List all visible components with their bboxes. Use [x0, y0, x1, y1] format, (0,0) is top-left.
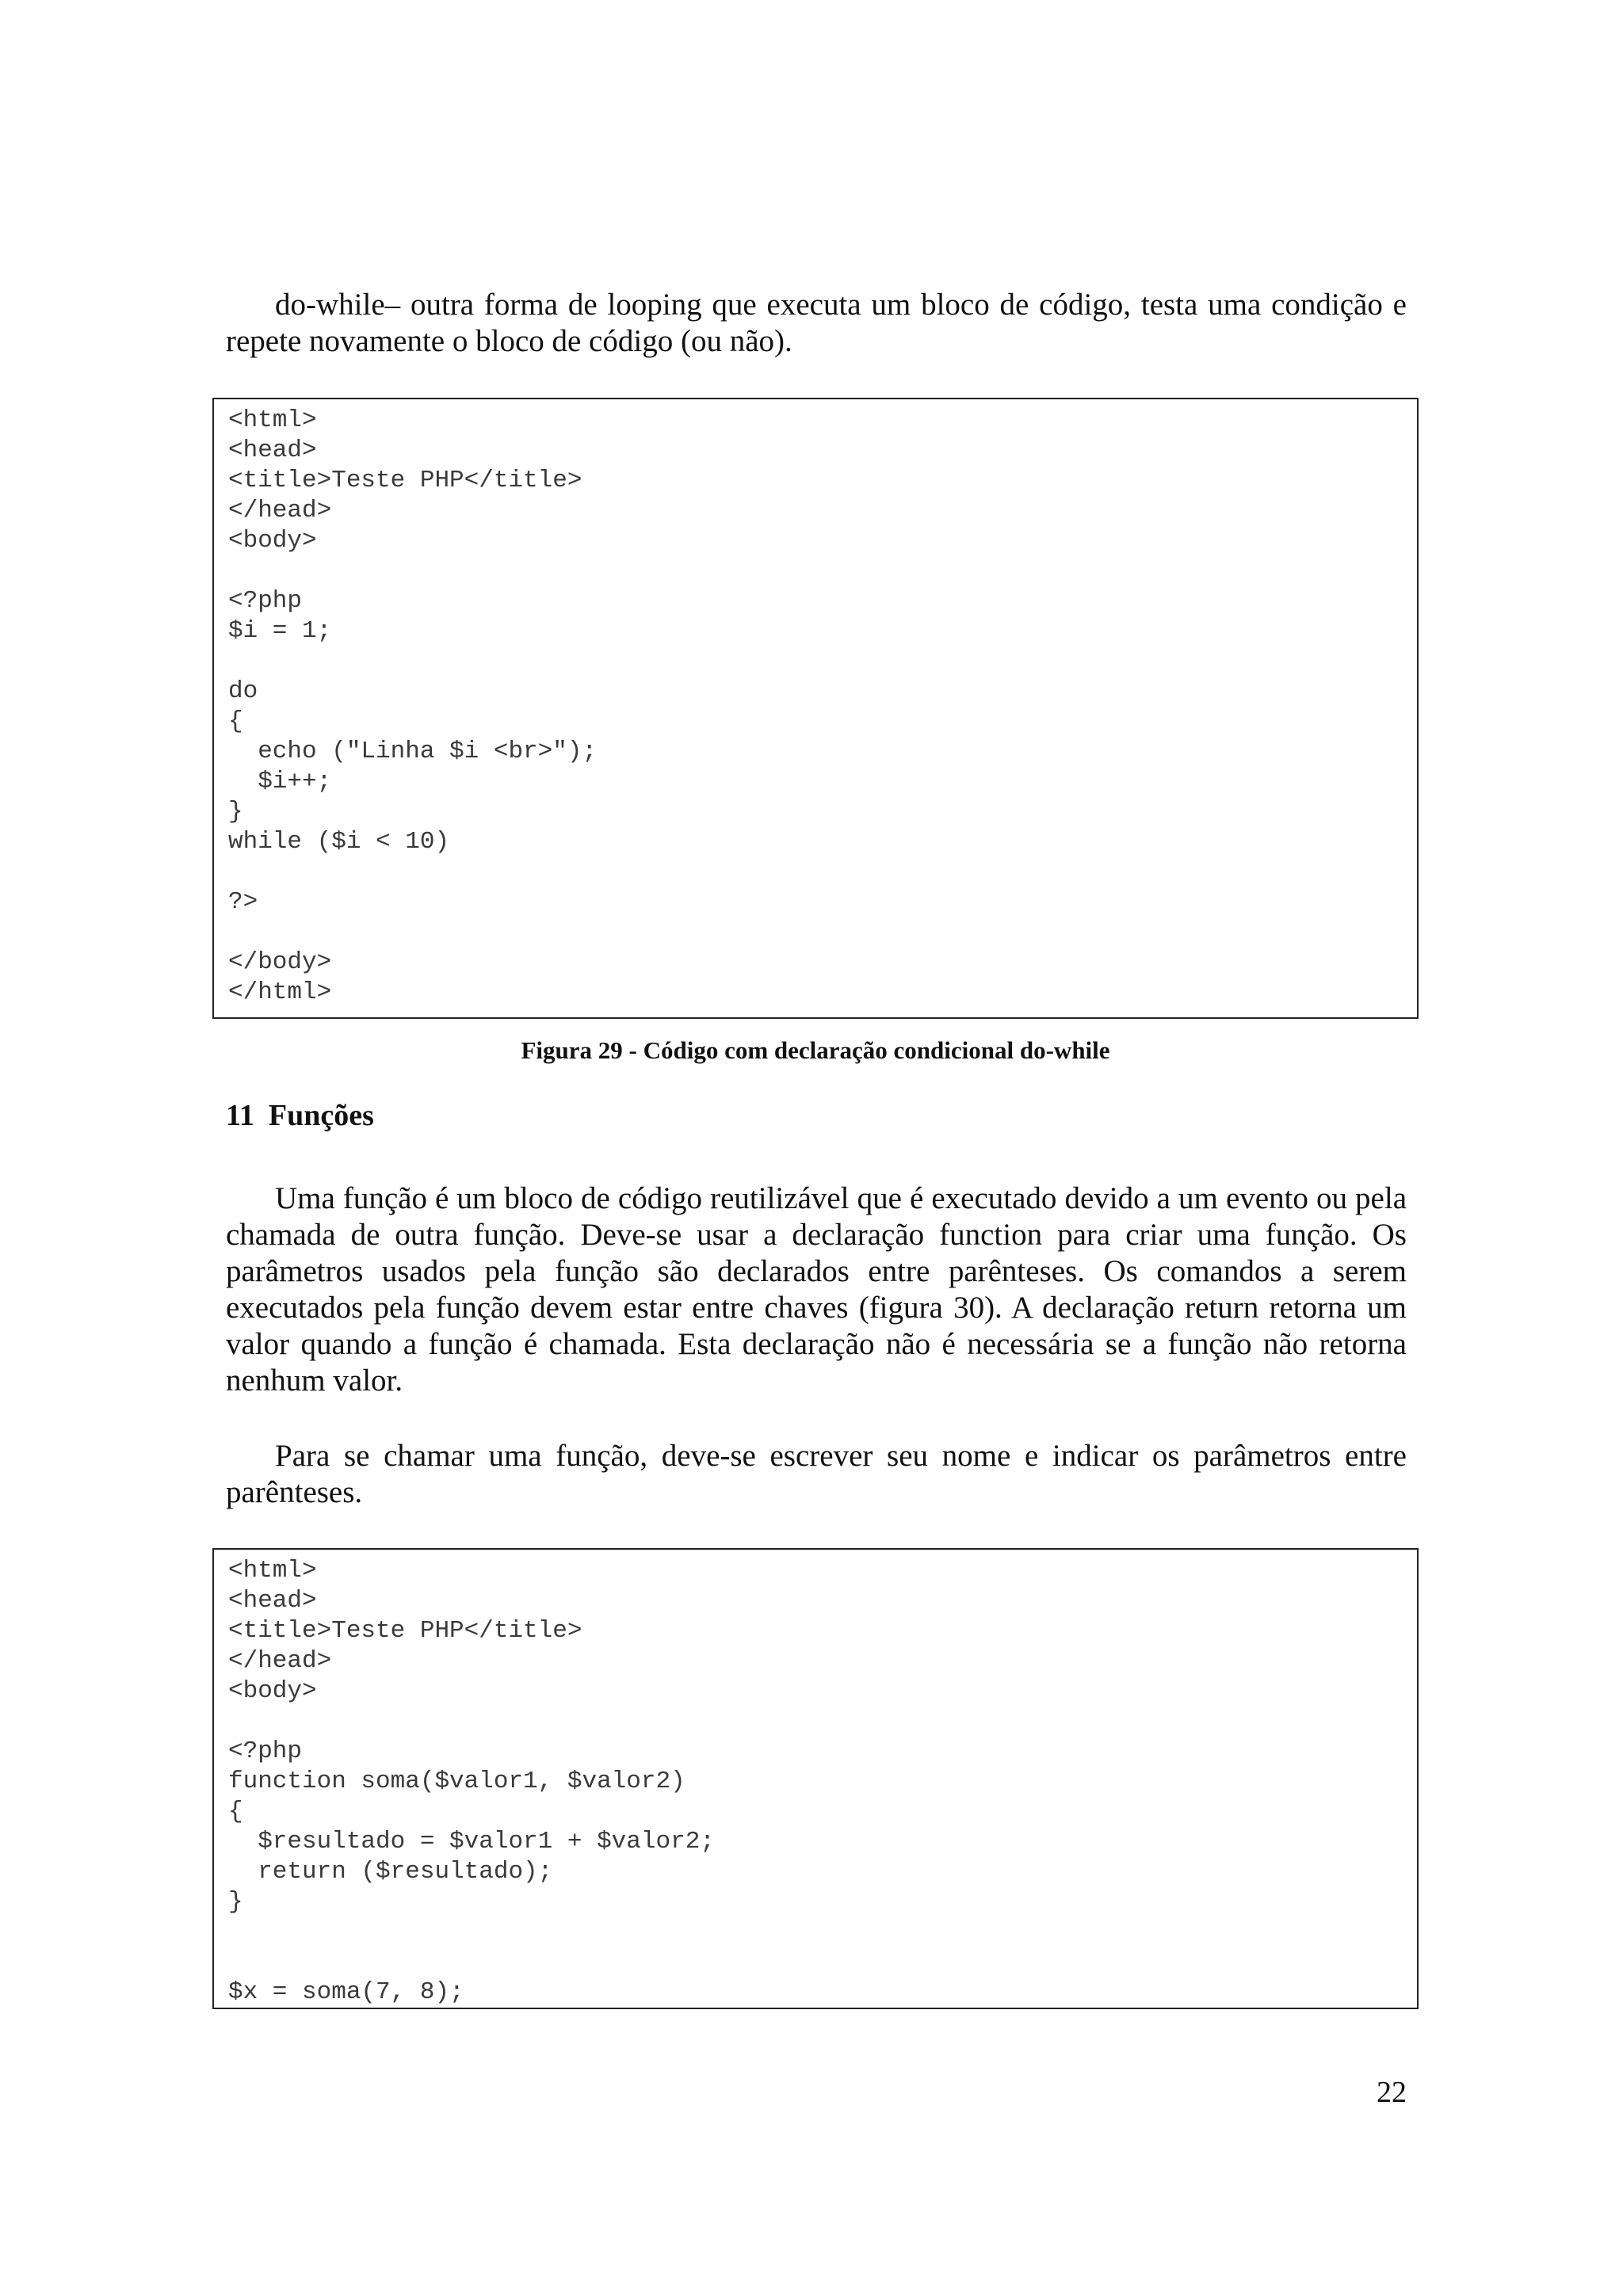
code-line: <head> — [228, 1587, 317, 1615]
code-line: } — [228, 798, 243, 826]
section-heading — [226, 1097, 374, 1134]
code-line: echo ("Linha $i <br>"); — [228, 738, 598, 765]
code-line: <title>Teste PHP</title> — [228, 467, 582, 494]
code-line: <head> — [228, 437, 317, 464]
code-line: </head> — [228, 497, 332, 524]
code-line — [228, 1947, 1417, 1978]
code-line — [228, 646, 1417, 677]
code-line: $i++; — [228, 768, 332, 795]
code-block-function — [212, 1548, 1419, 2009]
code-line — [228, 556, 1417, 586]
code-line: <title>Teste PHP</title> — [228, 1617, 582, 1645]
code-line — [228, 1707, 1417, 1737]
code-line: <body> — [228, 1677, 317, 1705]
intro-paragraph: do-while– outra forma de looping que executa um bloco de código, testa uma condição e repete novamente o bloco de código (ou não). — [226, 288, 1407, 358]
code-line — [228, 1917, 1417, 1947]
code-line: $i = 1; — [228, 617, 332, 645]
figure-caption: Figura 29 - Código com declaração condicional do-while — [521, 1036, 1110, 1064]
code-line: { — [228, 707, 243, 735]
code-line — [228, 917, 1417, 948]
code-line: function soma($valor1, $valor2) — [228, 1768, 685, 1795]
code-line: <html> — [228, 406, 317, 434]
code-line: <?php — [228, 587, 303, 615]
code-line: </head> — [228, 1647, 332, 1675]
code-line: while ($i < 10) — [228, 828, 450, 856]
code-line: <?php — [228, 1737, 303, 1765]
call-function-paragraph: Para se chamar uma função, deve-se escrever seu nome e indicar os parâmetros entre parênteses. — [226, 1439, 1407, 1509]
code-line: ?> — [228, 888, 258, 916]
code-line: return ($resultado); — [228, 1858, 553, 1886]
code-line: <body> — [228, 527, 317, 555]
code-line: do — [228, 677, 258, 705]
functions-paragraph: Uma função é um bloco de código reutilizável que é executado devido a um evento ou pela chamada de outra função. Deve-se usar a declaração function para criar uma função. Os parâmetros usados pela função são declarados entre parênteses. Os comandos a serem executados pela função devem estar entre chaves (figura 30). A declaração return retorna um valor quando a função é chamada. Esta declaração não é necessária se a função não retorna nenhum valor. — [226, 1181, 1407, 1398]
code-line: <html> — [228, 1557, 317, 1585]
section-title: Funções — [268, 1099, 374, 1132]
code-line: </body> — [228, 948, 332, 976]
code-line: $resultado = $valor1 + $valor2; — [228, 1828, 715, 1855]
page-number: 22 — [1377, 2076, 1407, 2109]
code-line: $x = soma(7, 8); — [228, 1978, 464, 2006]
section-number: 11 — [226, 1099, 254, 1132]
code-line: </html> — [228, 978, 332, 1006]
code-line — [228, 857, 1417, 887]
code-line: } — [228, 1888, 243, 1916]
code-block-do-while — [212, 398, 1419, 1019]
code-line: { — [228, 1798, 243, 1825]
